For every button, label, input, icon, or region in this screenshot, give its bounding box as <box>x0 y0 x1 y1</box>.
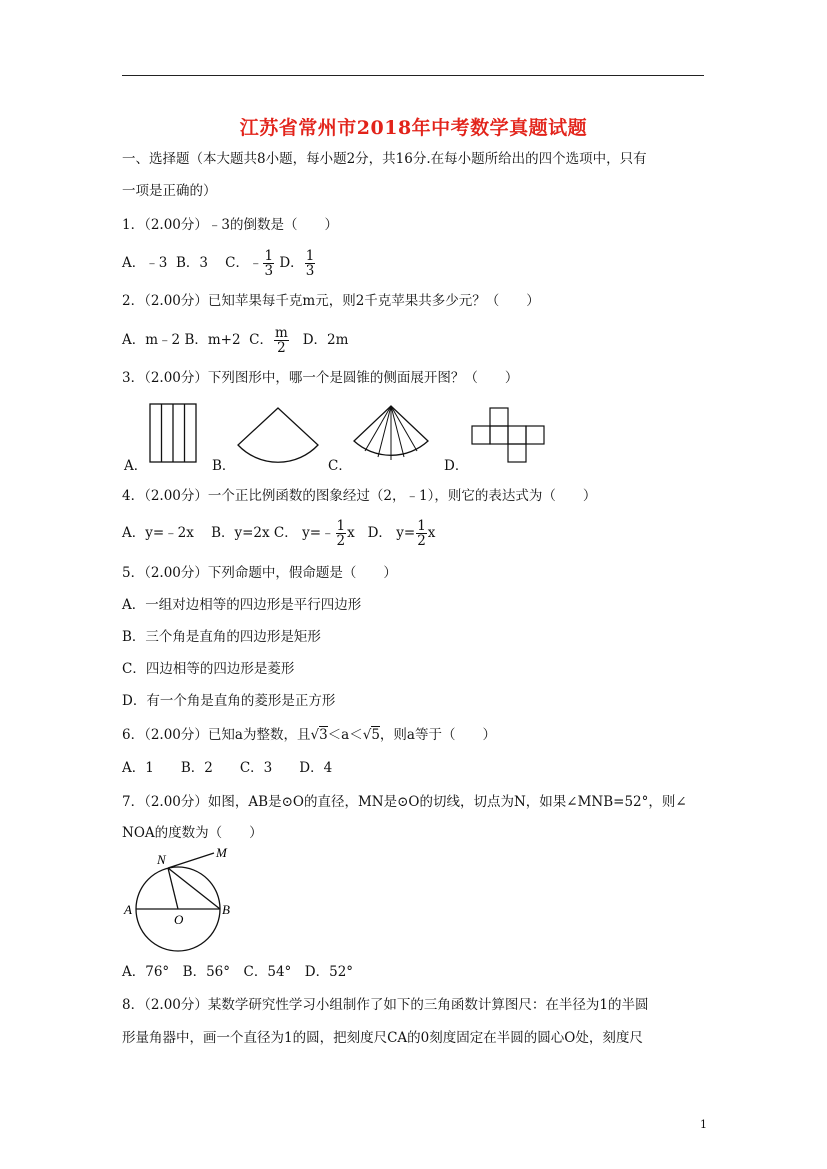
q2-option-a: A．m﹣2 <box>122 332 181 348</box>
q4-option-d-label: D． <box>367 525 392 541</box>
q4-option-c-prefix: y=﹣ <box>302 525 335 541</box>
radicand: 5 <box>371 727 380 743</box>
q3-figure-b-sector <box>234 405 322 463</box>
q6-options: A．1 B．2 C．3 D．4 <box>122 760 333 776</box>
q3-option-d: D． <box>444 458 469 474</box>
radicand: 3 <box>319 727 328 743</box>
q4-option-c-label: C． <box>273 525 298 541</box>
page-number: 1 <box>700 1118 707 1131</box>
chord-nb <box>168 868 220 909</box>
q3-figure-d-cube-net <box>470 406 546 464</box>
q6-inequality: ＜a＜ <box>327 727 363 743</box>
q5-option-d: D．有一个角是直角的菱形是正方形 <box>122 693 336 709</box>
q4-option-c-fraction <box>336 519 347 548</box>
q3-option-b: B． <box>212 458 236 474</box>
fraction-numerator: 1 <box>264 248 274 264</box>
q1-stem: 1．（2.00分）﹣3的倒数是（ ） <box>122 217 338 233</box>
q6-stem-suffix: ，则a等于（ ） <box>379 727 496 743</box>
tangent-mn <box>168 853 214 868</box>
q7-circle-figure <box>120 845 240 960</box>
fraction-denominator: 2 <box>277 340 286 356</box>
q1-option-d-label: D． <box>279 255 304 271</box>
q1-option-c-sign: ﹣ <box>248 255 263 271</box>
q4-option-b: B．y=2x <box>211 525 270 541</box>
q6-sqrt-5: √5 <box>362 727 380 743</box>
label-a: A <box>124 902 132 917</box>
fraction-denominator: 2 <box>417 533 426 549</box>
q4-option-d-suffix: x <box>427 525 436 541</box>
q1-option-d-fraction <box>305 249 316 278</box>
q2-options <box>122 325 348 355</box>
page-title: 江苏省常州市2018年中考数学真题试题 <box>239 117 588 139</box>
fraction-denominator: 3 <box>264 263 274 279</box>
q5-option-a: A．一组对边相等的四边形是平行四边形 <box>122 597 362 613</box>
label-b: B <box>222 902 230 917</box>
q7-stem-line2: NOA的度数为（ ） <box>122 825 263 841</box>
fraction-numerator: 1 <box>336 518 346 534</box>
q5-stem: 5．（2.00分）下列命题中，假命题是（ ） <box>122 565 397 581</box>
q3-figure-a-rectangles <box>148 402 198 464</box>
label-o: O <box>174 912 184 927</box>
q2-option-c-label: C． <box>249 332 273 348</box>
fraction-numerator: m <box>275 325 288 341</box>
fraction-denominator: 3 <box>305 263 315 279</box>
q1-options <box>122 248 316 278</box>
q4-option-d-fraction <box>416 519 427 548</box>
q8-stem-line1: 8．（2.00分）某数学研究性学习小组制作了如下的三角函数计算图尺：在半径为1的半圆 <box>122 997 649 1013</box>
q2-option-b: B．m+2 <box>184 332 241 348</box>
q4-stem: 4．（2.00分）一个正比例函数的图象经过（2，﹣1），则它的表达式为（ ） <box>122 488 597 504</box>
q2-option-c-fraction <box>274 326 289 355</box>
q7-options: A．76° B．56° C．54° D．52° <box>122 964 354 980</box>
section-heading-line2: 一项是正确的） <box>122 183 217 199</box>
section-heading-line1: 一、选择题（本大题共8小题，每小题2分，共16分.在每小题所给出的四个选项中，只有 <box>122 151 647 167</box>
q1-option-b: B．3 <box>175 255 208 271</box>
q3-option-a: A． <box>124 458 148 474</box>
q2-option-d: D．2m <box>302 332 349 348</box>
q4-option-d-prefix: y= <box>396 525 416 541</box>
q4-option-c-suffix: x <box>347 525 355 541</box>
fraction-numerator: 1 <box>417 518 426 534</box>
header-rule <box>122 75 704 76</box>
q4-option-a: A．y=﹣2x <box>122 525 194 541</box>
q8-stem-line2: 形量角器中，画一个直径为1的圆，把刻度尺CA的0刻度固定在半圆的圆心O处，刻度尺 <box>122 1030 643 1046</box>
q3-option-c: C． <box>328 458 352 474</box>
q6-stem <box>122 726 496 744</box>
fraction-numerator: 1 <box>305 248 315 264</box>
label-m: M <box>216 845 227 860</box>
q1-option-c-label: C． <box>225 255 249 271</box>
label-n: N <box>157 852 166 867</box>
fraction-denominator: 2 <box>336 533 346 549</box>
q2-stem: 2．（2.00分）已知苹果每千克m元，则2千克苹果共多少元？（ ） <box>122 293 540 309</box>
q6-stem-prefix: 6．（2.00分）已知a为整数，且 <box>122 727 311 743</box>
q5-option-b: B．三个角是直角的四边形是矩形 <box>122 629 321 645</box>
q4-options <box>122 518 435 548</box>
q1-option-c-fraction <box>263 249 274 278</box>
q5-option-c: C．四边相等的四边形是菱形 <box>122 661 295 677</box>
q3-figure-c-triangles <box>350 403 432 463</box>
q1-option-a: A．﹣3 <box>122 255 168 271</box>
q6-sqrt-3: √3 <box>310 727 328 743</box>
q3-stem: 3．（2.00分）下列图形中，哪一个是圆锥的侧面展开图？（ ） <box>122 370 519 386</box>
q7-stem-line1: 7．（2.00分）如图，AB是⊙O的直径，MN是⊙O的切线，切点为N，如果∠MNB=52°，则∠ <box>122 794 687 810</box>
